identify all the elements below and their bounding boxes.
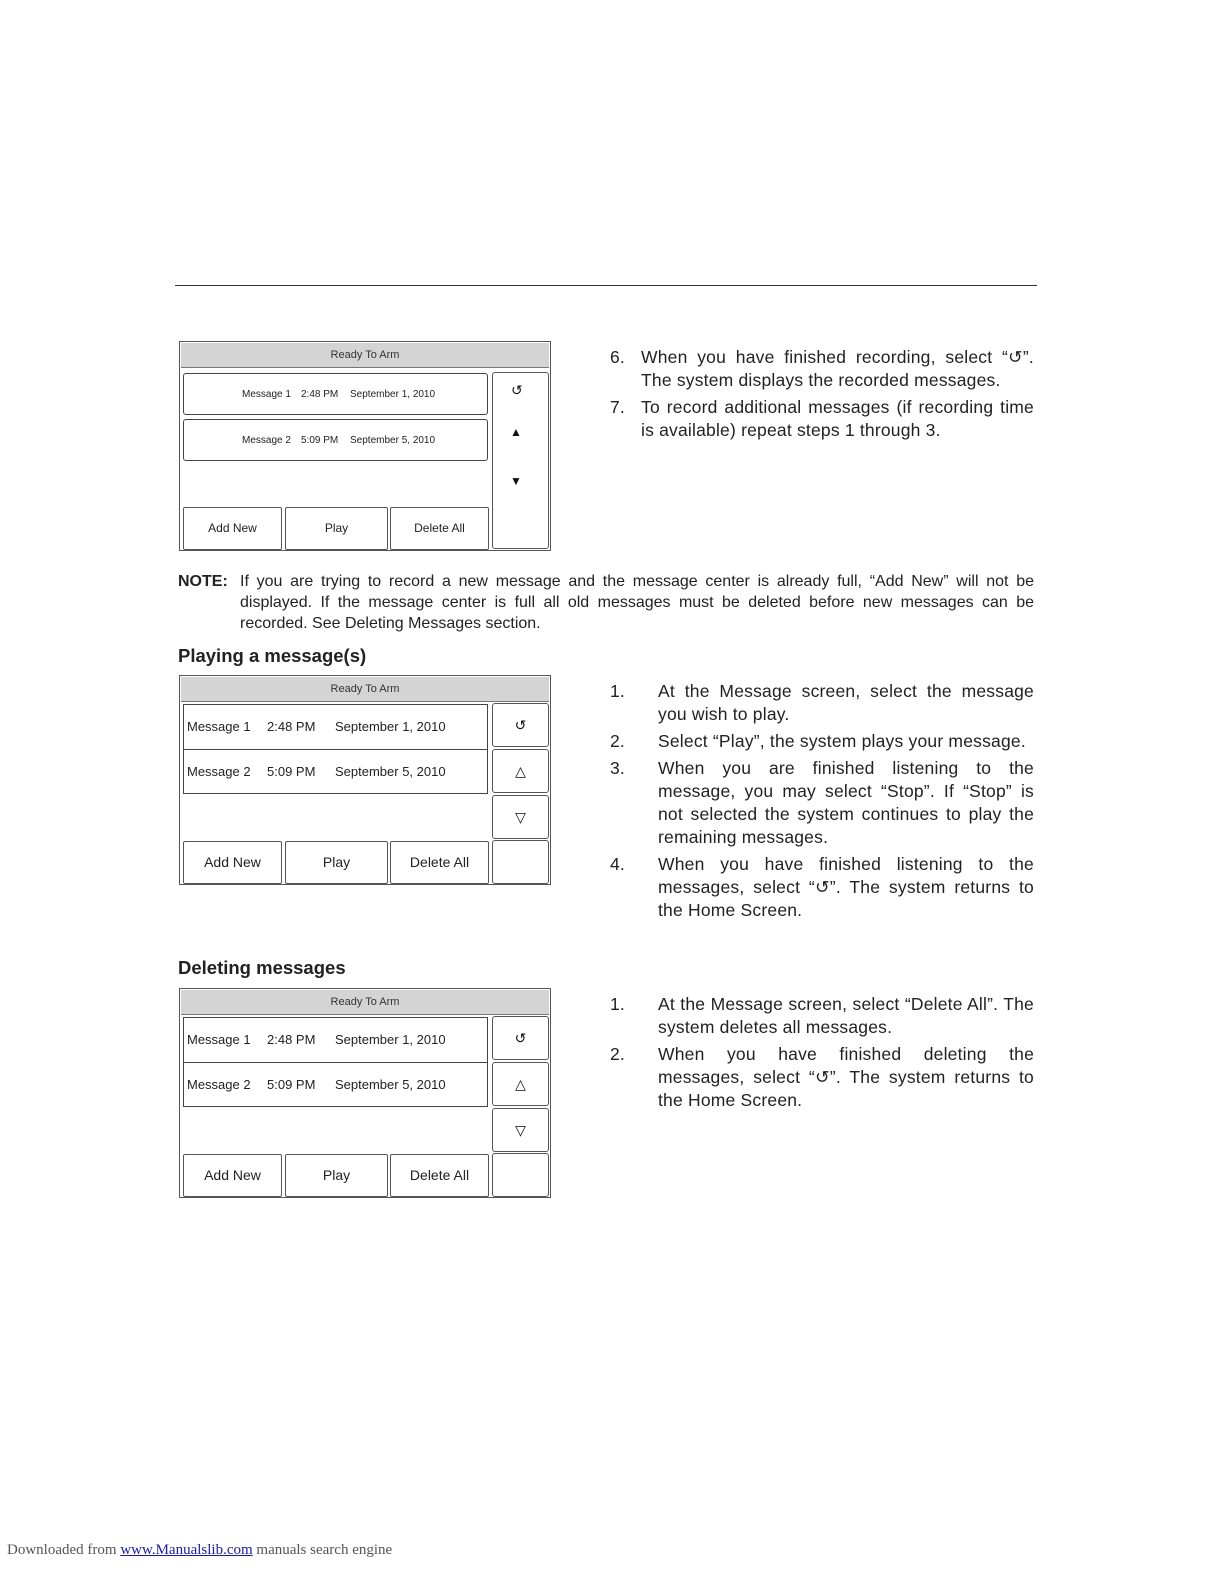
step-6 (610, 346, 1034, 392)
add-new-button[interactable]: Add New (183, 841, 282, 884)
back-icon: ↺ (514, 1030, 527, 1046)
delete-all-button[interactable]: Delete All (390, 841, 489, 884)
step-2 (610, 730, 1034, 753)
deleting-steps (610, 993, 1034, 1116)
step-1 (610, 993, 1034, 1039)
step-number: 4. (610, 854, 625, 874)
note-text: If you are trying to record a new message and the message center is already full, “Add New” will not be displayed. If the message center is full all old messages must be deleted before new messages can be recorded. See Deleting Messages section. (240, 573, 1034, 632)
message-date: September 1, 2010 (335, 719, 446, 734)
step-7 (610, 396, 1034, 442)
message-screen-recording (179, 341, 551, 551)
scroll-down-button[interactable] (492, 1108, 549, 1152)
screen-title: Ready To Arm (181, 343, 549, 368)
step-text: When you have finished recording, select “↺”. The system displays the recorded messages. (641, 347, 1034, 390)
down-arrow-icon: ▽ (515, 809, 526, 825)
down-arrow-icon: ▽ (515, 1122, 526, 1138)
header-rule (175, 285, 1037, 286)
play-button[interactable]: Play (285, 1154, 388, 1197)
step-text: To record additional messages (if recording time is available) repeat steps 1 through 3. (641, 397, 1034, 440)
step-number: 7. (610, 397, 625, 417)
screen-title: Ready To Arm (181, 677, 549, 702)
add-new-button[interactable]: Add New (183, 1154, 282, 1197)
message-row-1[interactable] (183, 704, 488, 750)
side-panel (492, 372, 549, 549)
message-row-2[interactable] (183, 419, 488, 461)
back-icon[interactable]: ↺ (511, 382, 523, 398)
footer-prefix: Downloaded from (7, 1542, 117, 1558)
footer (7, 1542, 392, 1559)
delete-all-button[interactable]: Delete All (390, 1154, 489, 1197)
note (178, 571, 1034, 634)
step-number: 2. (610, 1044, 625, 1064)
step-1 (610, 680, 1034, 726)
message-time: 5:09 PM (267, 764, 316, 779)
message-screen-deleting (179, 988, 551, 1198)
message-name: Message 1 (187, 1032, 251, 1047)
deleting-heading: Deleting messages (178, 957, 346, 978)
down-arrow-icon[interactable]: ▼ (510, 474, 522, 488)
message-row-1[interactable] (183, 1017, 488, 1063)
step-number: 3. (610, 758, 625, 778)
step-number: 2. (610, 731, 625, 751)
message-name: Message 2 (187, 764, 251, 779)
recording-steps (610, 346, 1034, 446)
message-name: Message 1 (187, 719, 251, 734)
back-button[interactable] (492, 1016, 549, 1060)
step-4 (610, 853, 1034, 922)
back-button[interactable] (492, 703, 549, 747)
up-arrow-icon[interactable]: ▲ (510, 425, 522, 439)
message-time: 5:09 PM (267, 1077, 316, 1092)
message-screen-playing (179, 675, 551, 885)
blank-side-button[interactable] (492, 840, 549, 884)
up-arrow-icon: △ (515, 1076, 526, 1092)
manualslib-link[interactable]: www.Manualslib.com (120, 1542, 253, 1558)
message-date: September 5, 2010 (350, 435, 436, 446)
message-name: Message 1 (242, 389, 291, 400)
playing-heading: Playing a message(s) (178, 645, 367, 666)
message-name: Message 2 (242, 435, 291, 446)
blank-side-button[interactable] (492, 1153, 549, 1197)
footer-suffix: manuals search engine (256, 1542, 393, 1558)
step-text: Select “Play”, the system plays your message. (658, 731, 1026, 751)
message-date: September 1, 2010 (335, 1032, 446, 1047)
screen-title: Ready To Arm (181, 990, 549, 1015)
step-number: 1. (610, 681, 625, 701)
step-text: When you are finished listening to the message, you may select “Stop”. If “Stop” is not selected the system continues to play the remaining messages. (658, 758, 1034, 847)
scroll-up-button[interactable] (492, 1062, 549, 1106)
add-new-button[interactable]: Add New (183, 507, 282, 550)
step-3 (610, 757, 1034, 849)
message-date: September 1, 2010 (350, 389, 436, 400)
message-row-1[interactable] (183, 373, 488, 415)
back-icon: ↺ (514, 717, 527, 733)
playing-steps (610, 680, 1034, 926)
scroll-down-button[interactable] (492, 795, 549, 839)
note-label: NOTE: (178, 573, 228, 590)
message-name: Message 2 (187, 1077, 251, 1092)
play-button[interactable]: Play (285, 841, 388, 884)
message-time: 2:48 PM (301, 389, 339, 400)
step-text: When you have finished listening to the messages, select “↺”. The system returns to the Home Screen. (658, 854, 1034, 920)
step-text: When you have finished deleting the messages, select “↺”. The system returns to the Home Screen. (658, 1044, 1034, 1110)
step-2 (610, 1043, 1034, 1112)
delete-all-button[interactable]: Delete All (390, 507, 489, 550)
scroll-up-button[interactable] (492, 749, 549, 793)
message-time: 5:09 PM (301, 435, 339, 446)
message-time: 2:48 PM (267, 719, 316, 734)
up-arrow-icon: △ (515, 763, 526, 779)
step-text: At the Message screen, select “Delete All”. The system deletes all messages. (658, 994, 1034, 1037)
play-button[interactable]: Play (285, 507, 388, 550)
step-text: At the Message screen, select the message you wish to play. (658, 681, 1034, 724)
message-date: September 5, 2010 (335, 764, 446, 779)
message-time: 2:48 PM (267, 1032, 316, 1047)
step-number: 6. (610, 347, 625, 367)
message-row-2[interactable] (183, 749, 488, 794)
message-row-2[interactable] (183, 1062, 488, 1107)
message-date: September 5, 2010 (335, 1077, 446, 1092)
step-number: 1. (610, 994, 625, 1014)
